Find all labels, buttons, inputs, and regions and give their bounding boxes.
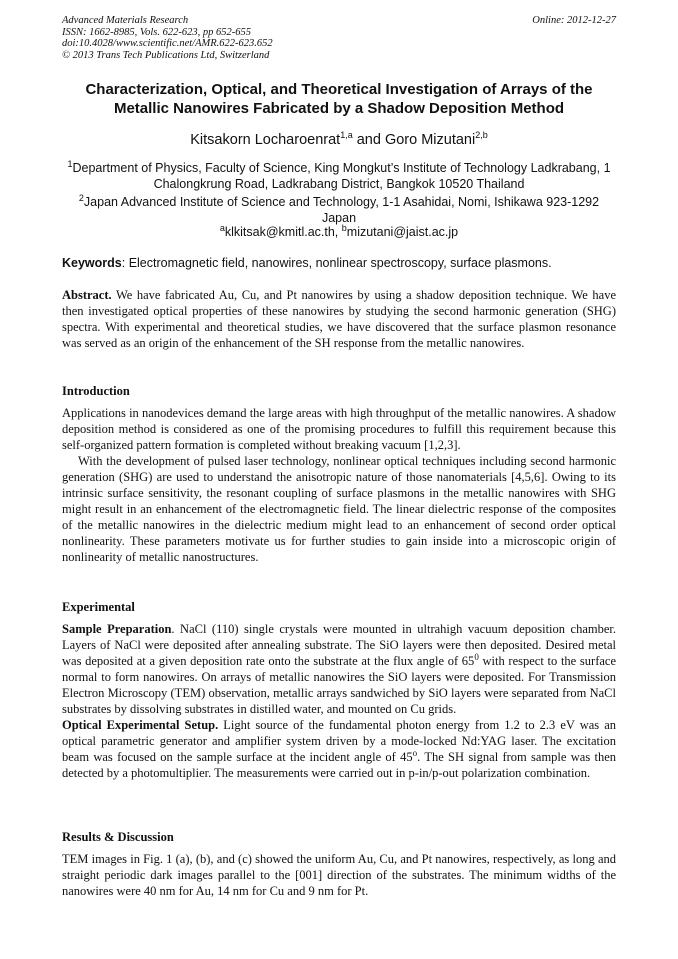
affiliation-2-mark: 2 <box>78 192 84 203</box>
author-1-affil: 1,a <box>340 130 353 141</box>
abstract-text: We have fabricated Au, Cu, and Pt nanowires by using a shadow deposition technique. We have then investigated optical properties of these nanowires by studying the second harmonic generation (SHG) spectra. With experimental and theoretical studies, we have discovered that the surface plasmon resonance was served as an origin of the enhancement of the SH response from the metallic nanowires. <box>62 288 616 350</box>
paper-title <box>62 80 616 118</box>
abstract <box>62 287 616 351</box>
experimental-body <box>62 621 616 781</box>
affiliation-2 <box>62 194 616 226</box>
email-a[interactable]: klkitsak@kmitl.ac.th, <box>224 225 342 239</box>
affiliation-1-mark: 1 <box>67 158 73 169</box>
issn-line: ISSN: 1662-8985, Vols. 622-623, pp 652-655 <box>62 26 251 38</box>
sample-preparation-text-a: . NaCl (110) single crystals were mounted in ultrahigh vacuum deposition chamber. Layers of NaCl were deposited after annealing substrate. The SiO layers were then deposited. Desired metal was deposited at a given deposition rate onto the substrate at the flux angle of 65 <box>62 622 616 668</box>
keywords <box>62 256 616 271</box>
results-paragraph-1: TEM images in Fig. 1 (a), (b), and (c) showed the uniform Au, Cu, and Pt nanowires, respectively, as long and straight periodic dark images parallel to the [001] direction of the substrates. The minimum widths of the nanowires were 40 nm for Au, 14 nm for Cu and 9 nm for Pt. <box>62 852 616 898</box>
email-b[interactable]: mizutani@jaist.ac.jp <box>346 225 459 239</box>
email-b-mark: b <box>341 222 347 233</box>
introduction-paragraph-1: Applications in nanodevices demand the large areas with high throughput of the metallic nanowires. A shadow deposition method is considered as one of the promising procedures to fulfill this requirement because this self-organized pattern formation is completed without breaking vacuum [1,2,3]. <box>62 406 616 452</box>
experimental-heading: Experimental <box>62 600 135 614</box>
journal-meta <box>62 15 616 61</box>
affiliation-1 <box>62 160 616 192</box>
author-emails <box>62 222 616 240</box>
keywords-text: : Electromagnetic field, nanowires, nonlinear spectroscopy, surface plasmons. <box>121 256 552 270</box>
affiliation-2-text: Japan Advanced Institute of Science and Technology, 1-1 Asahidai, Nomi, Ishikawa 923-1292 Japan <box>83 195 600 225</box>
author-list <box>62 131 616 149</box>
incident-degree-mark: o <box>412 747 418 758</box>
sample-preparation-label: Sample Preparation <box>62 622 172 636</box>
doi-line: doi:10.4028/www.scientific.net/AMR.622-623.652 <box>62 38 273 49</box>
title-line-1: Characterization, Optical, and Theoretical Investigation of Arrays of the <box>85 81 593 98</box>
optical-setup-text-b: . The SH signal from sample was then detected by a photomultiplier. The measurements were carried out in p-in/p-out polarization combination. <box>62 750 616 780</box>
title-line-2: Metallic Nanowires Fabricated by a Shadow Deposition Method <box>113 100 565 117</box>
results-heading: Results & Discussion <box>62 830 174 844</box>
results-body <box>62 851 616 899</box>
author-2: Goro Mizutani <box>384 132 476 148</box>
copyright-line: © 2013 Trans Tech Publications Ltd, Switzerland <box>62 49 270 61</box>
angle-degree-mark: 0 <box>474 651 479 662</box>
author-conjunction: and <box>352 132 385 148</box>
optical-setup-paragraph <box>62 717 616 781</box>
optical-setup-label: Optical Experimental Setup. <box>62 718 219 732</box>
optical-setup-text-a: Light source of the fundamental photon energy from 1.2 to 2.3 eV was an optical parametric generator and amplifier system driven by a mode-locked Nd:YAG laser. The excitation beam was focused on the sample surface at the incident angle of 45 <box>62 718 616 764</box>
introduction-body <box>62 405 616 565</box>
email-a-mark: a <box>219 222 225 233</box>
affiliation-1-text: Department of Physics, Faculty of Science, King Mongkut’s Institute of Technology Ladkrabang, 1 Chalongkrung Road, Ladkrabang District, Bangkok 10520 Thailand <box>72 161 611 191</box>
introduction-paragraph-2: With the development of pulsed laser technology, nonlinear optical techniques including second harmonic generation (SHG) are used to understand the anisotropic nature of those nanomaterials [4,5,6]. Owing to its intrinsic surface sensitivity, the resonant coupling of surface plasmons in the metallic nanowires with SHG might result in an enhancement of the electromagnetic field. The linear dielectric response of the composites of the metallic nanowires in the dielectric medium might lead to an enhancement of second order optical nonlinearity. These parameters motivate us for further studies to gain inside into a microscopic origin of nonlinearity of metallic nanostructures. <box>62 454 616 564</box>
online-date: Online: 2012-12-27 <box>532 15 616 26</box>
sample-preparation-text-b: with respect to the surface normal to form nanowires. On arrays of metallic nanowires the SiO layers were deposited. For Transmission Electron Microscopy (TEM) observation, metallic arrays sandwiched by SiO layers were separated from NaCl substrates by dissolving substrates in distilled water, and mounted on Cu grids. <box>62 654 616 716</box>
journal-name: Advanced Materials Research <box>62 15 189 26</box>
introduction-heading: Introduction <box>62 384 130 398</box>
author-2-affil: 2,b <box>475 130 488 141</box>
sample-preparation-paragraph <box>62 621 616 717</box>
abstract-label: Abstract. <box>62 288 112 302</box>
author-1: Kitsakorn Locharoenrat <box>190 132 341 148</box>
keywords-label: Keywords <box>62 256 122 270</box>
